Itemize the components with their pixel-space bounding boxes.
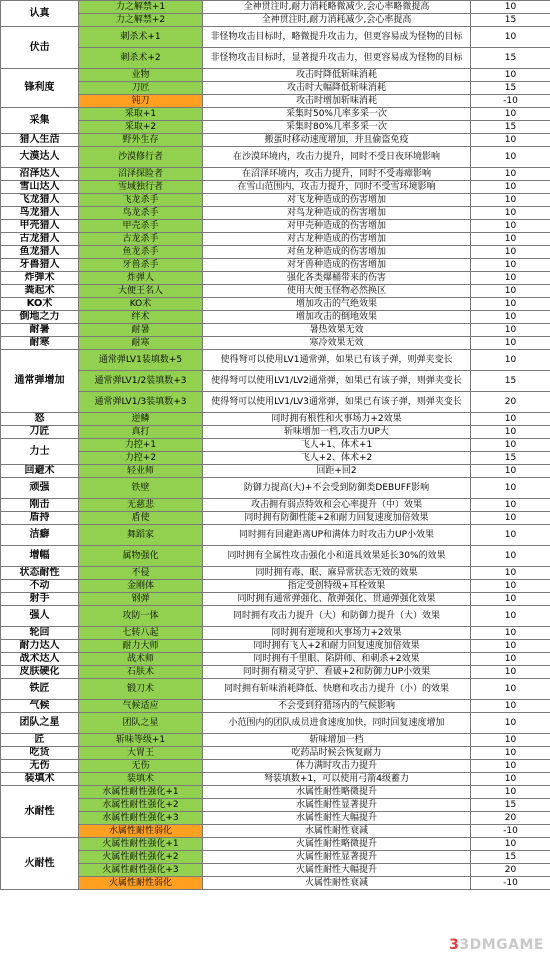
table-row <box>1 653 550 666</box>
points-cell: 10 <box>471 413 550 426</box>
table-row <box>1 593 550 606</box>
points-cell: 10 <box>471 747 550 760</box>
skill-cell: 战术师 <box>79 653 203 666</box>
table-row <box>1 679 550 700</box>
effect-cell: 弩装填数+1，可以使用弓箭4级蓄力 <box>203 773 471 786</box>
skill-cell: 古龙杀手 <box>79 233 203 246</box>
effect-cell: 防御力提高(大)+不会受到防御类DEBUFF影响 <box>203 478 471 499</box>
effect-cell: 同时拥有防御性能+2和耐力回复速度加倍效果 <box>203 512 471 525</box>
effect-cell: 全神贯注时,耐力消耗减少,会心率提高 <box>203 14 471 27</box>
skill-cell: 甲壳杀手 <box>79 220 203 233</box>
effect-cell: 在雪山范围内，攻击力提升，同时不受雪环境影响 <box>203 181 471 194</box>
effect-cell: 攻击时增加斩味消耗 <box>203 95 471 108</box>
table-row <box>1 864 550 877</box>
category-cell: 通常弹增加 <box>1 350 79 413</box>
table-row <box>1 851 550 864</box>
skill-cell: 无慈悲 <box>79 499 203 512</box>
skill-cell: 力控+2 <box>79 452 203 465</box>
points-cell: 15 <box>471 48 550 69</box>
table-row <box>1 512 550 525</box>
points-cell: 10 <box>471 786 550 799</box>
category-cell: 甲壳猎人 <box>1 220 79 233</box>
points-cell: 10 <box>471 666 550 679</box>
category-cell: 沼泽达人 <box>1 168 79 181</box>
table-row <box>1 825 550 838</box>
skill-cell: 沙漠修行者 <box>79 147 203 168</box>
skill-cell: 火属性耐性强化+3 <box>79 864 203 877</box>
effect-cell: 同时拥有千里眼、陷阱师、和刺杀+2效果 <box>203 653 471 666</box>
points-cell: 10 <box>471 580 550 593</box>
points-cell: 10 <box>471 606 550 627</box>
effect-cell: 不会受到狩猎场内的气候影响 <box>203 700 471 713</box>
skill-cell: 飞龙杀手 <box>79 194 203 207</box>
points-cell: 10 <box>471 478 550 499</box>
effect-cell: 同时拥有全属性攻击强化小和道具效果延长30%的效果 <box>203 546 471 567</box>
effect-cell: 水属性耐性显著提升 <box>203 799 471 812</box>
points-cell: 10 <box>471 567 550 580</box>
points-cell: -10 <box>471 877 550 890</box>
effect-cell: 使用大便玉怪物必然换区 <box>203 285 471 298</box>
category-cell: 铁匠 <box>1 679 79 700</box>
skill-cell: 水属性耐性弱化 <box>79 825 203 838</box>
effect-cell: 搬蛋时移动速度增加，并且偷盗免疫 <box>203 134 471 147</box>
skill-cell: 锻刀术 <box>79 679 203 700</box>
points-cell: 10 <box>471 194 550 207</box>
effect-cell: 在沙漠环境内，攻击力提升，同时不受日夜环境影响 <box>203 147 471 168</box>
table-row <box>1 546 550 567</box>
table-row <box>1 246 550 259</box>
table-row <box>1 207 550 220</box>
effect-cell: 飞人+1、体术+1 <box>203 439 471 452</box>
points-cell: 10 <box>471 259 550 272</box>
watermark-logo: 33DMGAME <box>449 937 544 953</box>
category-cell: 耐暑 <box>1 324 79 337</box>
effect-cell: 同时拥有通常弹强化、散弹强化、贯通弹强化效果 <box>203 593 471 606</box>
skill-cell: 野外生存 <box>79 134 203 147</box>
points-cell: 10 <box>471 512 550 525</box>
effect-cell: 火属性耐性大幅提升 <box>203 864 471 877</box>
points-cell: 10 <box>471 108 550 121</box>
skill-cell: 不侵 <box>79 567 203 580</box>
effect-cell: 同时拥有斩味消耗降低、快磨和攻击力提升（小）的效果 <box>203 679 471 700</box>
table-row <box>1 147 550 168</box>
points-cell: 10 <box>471 773 550 786</box>
category-cell: 采集 <box>1 108 79 134</box>
effect-cell: 斩味增加一档 <box>203 734 471 747</box>
skill-cell: 火属性耐性强化+1 <box>79 838 203 851</box>
points-cell: 20 <box>471 392 550 413</box>
effect-cell: 强化各类爆桶带来的伤害 <box>203 272 471 285</box>
category-cell: 牙兽猎人 <box>1 259 79 272</box>
points-cell: 10 <box>471 233 550 246</box>
skill-cell: 水属性耐性强化+2 <box>79 799 203 812</box>
table-row <box>1 134 550 147</box>
effect-cell: 采集时50%几率多采一次 <box>203 108 471 121</box>
points-cell: 15 <box>471 82 550 95</box>
skill-cell: 耐力大师 <box>79 640 203 653</box>
points-cell: 10 <box>471 734 550 747</box>
effect-cell: 回距+回2 <box>203 465 471 478</box>
skill-cell: 火属性耐性弱化 <box>79 877 203 890</box>
points-cell: 10 <box>471 679 550 700</box>
table-row <box>1 1 550 14</box>
effect-cell: 使得弩可以使用LV1/LV3通常弹，如果已有该子弹，则弹夹变长 <box>203 392 471 413</box>
skill-cell: 采取+1 <box>79 108 203 121</box>
category-cell: 鸟龙猎人 <box>1 207 79 220</box>
skill-cell: 钢弹 <box>79 593 203 606</box>
category-cell: 刀匠 <box>1 426 79 439</box>
effect-cell: 飞人+2、体术+2 <box>203 452 471 465</box>
category-cell: 不动 <box>1 580 79 593</box>
table-row <box>1 413 550 426</box>
effect-cell: 水属性耐性大幅提升 <box>203 812 471 825</box>
skill-cell: 刺杀术+2 <box>79 48 203 69</box>
category-cell: 水耐性 <box>1 786 79 838</box>
table-row <box>1 233 550 246</box>
points-cell: 15 <box>471 452 550 465</box>
effect-cell: 体力满时攻击力提升 <box>203 760 471 773</box>
category-cell: 大漠达人 <box>1 147 79 168</box>
points-cell: 10 <box>471 426 550 439</box>
table-row <box>1 69 550 82</box>
table-row <box>1 499 550 512</box>
skill-cell: 鱼龙杀手 <box>79 246 203 259</box>
table-row <box>1 285 550 298</box>
effect-cell: 非怪物攻击目标时，略微提升攻击力，但更容易成为怪物的目标 <box>203 27 471 48</box>
category-cell: 轮回 <box>1 627 79 640</box>
table-row <box>1 478 550 499</box>
skill-cell: 轻业师 <box>79 465 203 478</box>
table-row <box>1 194 550 207</box>
points-cell: 10 <box>471 246 550 259</box>
skill-cell: 无伤 <box>79 760 203 773</box>
effect-cell: 同时拥有精灵守护、看破+2和防御力UP小效果 <box>203 666 471 679</box>
points-cell: 10 <box>471 324 550 337</box>
category-cell: 火耐性 <box>1 838 79 890</box>
points-cell: 10 <box>471 627 550 640</box>
category-cell: KO术 <box>1 298 79 311</box>
table-row <box>1 311 550 324</box>
table-row <box>1 108 550 121</box>
skill-cell: 盾使 <box>79 512 203 525</box>
table-row <box>1 14 550 27</box>
effect-cell: 增加攻击的气绝效果 <box>203 298 471 311</box>
skill-table-body <box>1 1 550 890</box>
table-row <box>1 220 550 233</box>
table-row <box>1 606 550 627</box>
points-cell: 10 <box>471 499 550 512</box>
table-row <box>1 747 550 760</box>
table-row <box>1 877 550 890</box>
category-cell: 吃货 <box>1 747 79 760</box>
points-cell: 10 <box>471 653 550 666</box>
category-cell: 飞龙猎人 <box>1 194 79 207</box>
category-cell: 古龙猎人 <box>1 233 79 246</box>
points-cell: 10 <box>471 298 550 311</box>
table-row <box>1 452 550 465</box>
points-cell: 10 <box>471 220 550 233</box>
effect-cell: 火属性耐性显著提升 <box>203 851 471 864</box>
table-row <box>1 95 550 108</box>
table-row <box>1 525 550 546</box>
category-cell: 匠 <box>1 734 79 747</box>
points-cell: 10 <box>471 1 550 14</box>
points-cell: 10 <box>471 713 550 734</box>
points-cell: 10 <box>471 350 550 371</box>
table-row <box>1 734 550 747</box>
points-cell: 10 <box>471 311 550 324</box>
table-row <box>1 580 550 593</box>
table-row <box>1 439 550 452</box>
category-cell: 无伤 <box>1 760 79 773</box>
effect-cell: 增加攻击的倒地效果 <box>203 311 471 324</box>
points-cell: 10 <box>471 700 550 713</box>
points-cell: 15 <box>471 799 550 812</box>
table-row <box>1 337 550 350</box>
table-row <box>1 760 550 773</box>
category-cell: 锋利度 <box>1 69 79 108</box>
table-row <box>1 181 550 194</box>
effect-cell: 采集时80%几率多采一次 <box>203 121 471 134</box>
effect-cell: 指定受创特级+耳栓效果 <box>203 580 471 593</box>
table-row <box>1 392 550 413</box>
table-row <box>1 799 550 812</box>
points-cell: 10 <box>471 181 550 194</box>
skill-cell: 通常弹LV1/3装填数+3 <box>79 392 203 413</box>
skill-cell: 通常弹LV1/2装填数+3 <box>79 371 203 392</box>
effect-cell: 火属性耐性略微提升 <box>203 838 471 851</box>
table-row <box>1 426 550 439</box>
skill-cell: 水属性耐性强化+3 <box>79 812 203 825</box>
points-cell: 10 <box>471 134 550 147</box>
points-cell: 15 <box>471 851 550 864</box>
skill-cell: 七转八起 <box>79 627 203 640</box>
effect-cell: 攻击时大幅降低斩味消耗 <box>203 82 471 95</box>
category-cell: 怒 <box>1 413 79 426</box>
points-cell: 10 <box>471 760 550 773</box>
table-row <box>1 324 550 337</box>
category-cell: 耐力达人 <box>1 640 79 653</box>
skill-cell: 力之解禁+1 <box>79 1 203 14</box>
category-cell: 力士 <box>1 439 79 465</box>
effect-cell: 对飞龙种造成的伤害增加 <box>203 194 471 207</box>
skill-cell: 斩味等级+1 <box>79 734 203 747</box>
table-row <box>1 168 550 181</box>
table-row <box>1 812 550 825</box>
skill-cell: 大胃王 <box>79 747 203 760</box>
points-cell: 10 <box>471 207 550 220</box>
effect-cell: 对古龙种造成的伤害增加 <box>203 233 471 246</box>
skill-cell: 团队之星 <box>79 713 203 734</box>
skill-cell: 牙兽杀手 <box>79 259 203 272</box>
category-cell: 皮肤硬化 <box>1 666 79 679</box>
skill-cell: 金刚体 <box>79 580 203 593</box>
category-cell: 洁癖 <box>1 525 79 546</box>
skill-cell: KO术 <box>79 298 203 311</box>
skill-cell: 炸弹人 <box>79 272 203 285</box>
skill-cell: 通常弹LV1装填数+5 <box>79 350 203 371</box>
effect-cell: 同时拥有毒、眠、麻异常状态无效的效果 <box>203 567 471 580</box>
points-cell: 10 <box>471 337 550 350</box>
skill-cell: 鸟龙杀手 <box>79 207 203 220</box>
category-cell: 装填术 <box>1 773 79 786</box>
effect-cell: 同时拥有飞人+2和耐力回复速度加倍效果 <box>203 640 471 653</box>
effect-cell: 同时拥有回避距离UP和满体力时攻击力UP小效果 <box>203 525 471 546</box>
points-cell: 10 <box>471 439 550 452</box>
category-cell: 盾持 <box>1 512 79 525</box>
category-cell: 伏击 <box>1 27 79 69</box>
category-cell: 粪起术 <box>1 285 79 298</box>
watermark-text: 3DMGAME <box>459 937 544 953</box>
table-row <box>1 773 550 786</box>
effect-cell: 对鸟龙种造成的伤害增加 <box>203 207 471 220</box>
table-row <box>1 666 550 679</box>
skill-cell: 绊术 <box>79 311 203 324</box>
skill-cell: 铁壁 <box>79 478 203 499</box>
points-cell: 10 <box>471 272 550 285</box>
category-cell: 增幅 <box>1 546 79 567</box>
effect-cell: 暑热效果无效 <box>203 324 471 337</box>
category-cell: 耐寒 <box>1 337 79 350</box>
points-cell: 10 <box>471 168 550 181</box>
category-cell: 状态耐性 <box>1 567 79 580</box>
points-cell: 15 <box>471 14 550 27</box>
table-row <box>1 27 550 48</box>
skill-cell: 采取+2 <box>79 121 203 134</box>
category-cell: 刚击 <box>1 499 79 512</box>
skill-cell: 石肤术 <box>79 666 203 679</box>
table-row <box>1 713 550 734</box>
points-cell: 10 <box>471 838 550 851</box>
table-row <box>1 259 550 272</box>
skill-cell: 水属性耐性强化+1 <box>79 786 203 799</box>
table-row <box>1 838 550 851</box>
points-cell: -10 <box>471 825 550 838</box>
effect-cell: 吃药品时候会恢复耐力 <box>203 747 471 760</box>
category-cell: 倒地之力 <box>1 311 79 324</box>
points-cell: 10 <box>471 546 550 567</box>
skill-cell: 沼泽探险者 <box>79 168 203 181</box>
effect-cell: 火属性耐性衰减 <box>203 877 471 890</box>
points-cell: 10 <box>471 27 550 48</box>
effect-cell: 寒冷效果无效 <box>203 337 471 350</box>
category-cell: 顽强 <box>1 478 79 499</box>
category-cell: 战术达人 <box>1 653 79 666</box>
skill-cell: 业物 <box>79 69 203 82</box>
skill-cell: 雪域独行者 <box>79 181 203 194</box>
category-cell: 雪山达人 <box>1 181 79 194</box>
category-cell: 猎人生活 <box>1 134 79 147</box>
category-cell: 射手 <box>1 593 79 606</box>
effect-cell: 水属性耐性略微提升 <box>203 786 471 799</box>
table-row <box>1 82 550 95</box>
points-cell: -10 <box>471 95 550 108</box>
skill-cell: 力控+1 <box>79 439 203 452</box>
effect-cell: 斩味增加一档,攻击力UP大 <box>203 426 471 439</box>
points-cell: 15 <box>471 371 550 392</box>
table-row <box>1 48 550 69</box>
effect-cell: 非怪物攻击目标时，显著提升攻击力，但更容易成为怪物的目标 <box>203 48 471 69</box>
skill-cell: 力之解禁+2 <box>79 14 203 27</box>
points-cell: 10 <box>471 593 550 606</box>
points-cell: 20 <box>471 812 550 825</box>
effect-cell: 对甲壳种造成的伤害增加 <box>203 220 471 233</box>
category-cell: 气候 <box>1 700 79 713</box>
table-row <box>1 627 550 640</box>
effect-cell: 小范围内的团队成员进食速度加快，同时回复速度增加 <box>203 713 471 734</box>
effect-cell: 使得弩可以使用LV1/LV2通常弹，如果已有该子弹，则弹夹变长 <box>203 371 471 392</box>
category-cell: 鱼龙猎人 <box>1 246 79 259</box>
effect-cell: 同时拥有攻击力提升（大）和防御力提升（大）效果 <box>203 606 471 627</box>
points-cell: 10 <box>471 69 550 82</box>
skill-cell: 耐暑 <box>79 324 203 337</box>
skill-cell: 耐寒 <box>79 337 203 350</box>
table-row <box>1 700 550 713</box>
skill-cell: 刺杀术+1 <box>79 27 203 48</box>
effect-cell: 使得弩可以使用LV1通常弹，如果已有该子弹，则弹夹变长 <box>203 350 471 371</box>
effect-cell: 在沼泽环境内，攻击力提升，同时不受毒瘴影响 <box>203 168 471 181</box>
effect-cell: 同时拥有根性和火事场力+2效果 <box>203 413 471 426</box>
skill-cell: 逆鳞 <box>79 413 203 426</box>
effect-cell: 攻击拥有弱点特效和会心率提升（中）效果 <box>203 499 471 512</box>
effect-cell: 攻击时降低斩味消耗 <box>203 69 471 82</box>
skill-cell: 气候适应 <box>79 700 203 713</box>
table-row <box>1 298 550 311</box>
points-cell: 10 <box>471 285 550 298</box>
effect-cell: 对鱼龙种造成的伤害增加 <box>203 246 471 259</box>
points-cell: 10 <box>471 147 550 168</box>
table-row <box>1 272 550 285</box>
table-row <box>1 350 550 371</box>
points-cell: 10 <box>471 465 550 478</box>
effect-cell: 对牙兽种造成的伤害增加 <box>203 259 471 272</box>
skill-cell: 刀匠 <box>79 82 203 95</box>
skill-cell: 属物强化 <box>79 546 203 567</box>
category-cell: 强人 <box>1 606 79 627</box>
skill-cell: 钝刀 <box>79 95 203 108</box>
points-cell: 15 <box>471 121 550 134</box>
category-cell: 团队之星 <box>1 713 79 734</box>
points-cell: 10 <box>471 525 550 546</box>
skill-cell: 火属性耐性强化+2 <box>79 851 203 864</box>
effect-cell: 水属性耐性衰减 <box>203 825 471 838</box>
table-row <box>1 640 550 653</box>
category-cell: 回避术 <box>1 465 79 478</box>
table-row <box>1 371 550 392</box>
effect-cell: 全神贯注时,耐力消耗略微减少,会心率略微提高 <box>203 1 471 14</box>
skill-cell: 装填术 <box>79 773 203 786</box>
skill-cell: 攻防一体 <box>79 606 203 627</box>
effect-cell: 同时拥有逆境和火事场力+2效果 <box>203 627 471 640</box>
skill-cell: 大便王名人 <box>79 285 203 298</box>
table-row <box>1 465 550 478</box>
table-row <box>1 121 550 134</box>
points-cell: 20 <box>471 864 550 877</box>
skill-cell: 舞蹈家 <box>79 525 203 546</box>
table-row <box>1 567 550 580</box>
category-cell: 认真 <box>1 1 79 27</box>
category-cell: 炸弹术 <box>1 272 79 285</box>
skill-cell: 真打 <box>79 426 203 439</box>
points-cell: 10 <box>471 640 550 653</box>
table-row <box>1 786 550 799</box>
